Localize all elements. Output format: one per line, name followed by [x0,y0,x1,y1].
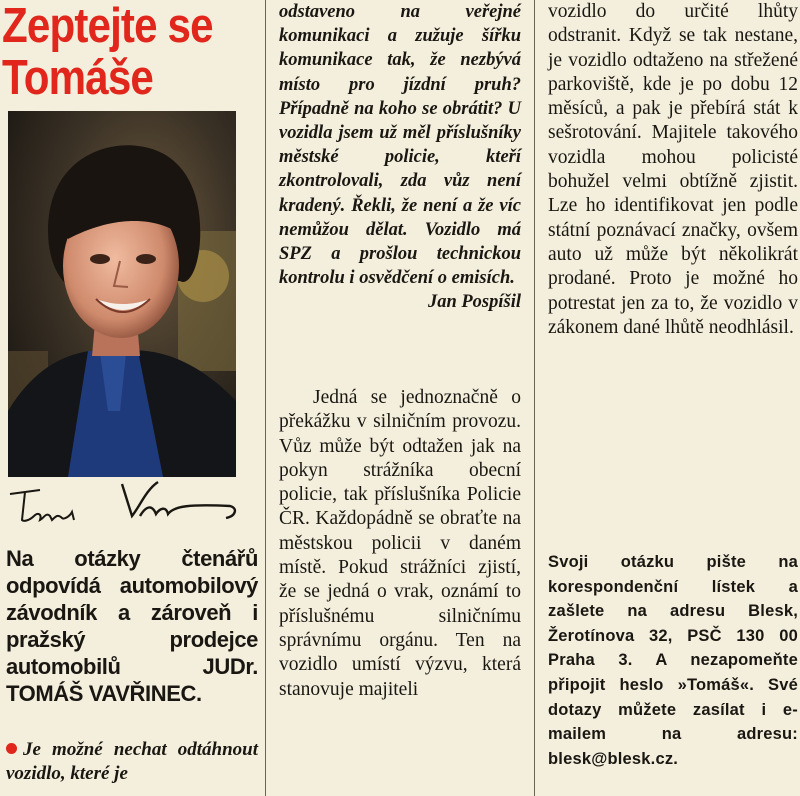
left-column [0,0,262,796]
question-continuation-text: odstaveno na veřejné komunikaci a zužuje šířku komunikace tak, že nezbývá místo pro jízdní pruh? Případně na koho se obrátit? U vozidla jsem už měl příslušníky městské policie, kteří zkontrolovali, zda vůz není kradený. Řekli, že není a že víc nemůžou dělat. Vozidlo má SPZ a prošlou technickou kontrolu i osvědčení o emisích. [279,2,521,289]
headline-line-1: Zeptejte se [2,0,213,53]
question-continuation [279,0,521,315]
submission-instructions: Svoji otázku pište na korespondenční lístek a zašlete na adresu Blesk, Žerotínova 32, PSČ 130 00 Praha 3. A nezapomeňte připojit heslo »Tomáš«. Své dotazy můžete zasílat i e-mailem na adresu: blesk@blesk.cz. [548,553,798,768]
portrait-photo [8,111,236,477]
middle-column [273,0,525,796]
question-author: Jan Pospíšil [427,292,521,313]
right-column [542,0,800,796]
answer-text-part2: vozidlo do určité lhůty odstranit. Když se tak nestane, je vozidlo odtaženo na střežené parkoviště, kde je po dobu 12 měsíců, a pak je přebírá stát k sešrotování. Majitele takového vozidla mohou policisté bohužel velmi obtížně zjistit. Lze ho identifikovat jen podle státní poznávací značky, ovšem auto už může být několikrát prodané. Proto je možné ho potrestat jen za to, že vozidlo v zákonem dané lhůtě neodhlásil. [548,1,798,338]
column-rule-2 [534,0,535,796]
headline [2,0,227,104]
signature [0,476,262,538]
headline-line-2: Tomáše [2,51,153,105]
question-start [6,738,258,786]
handwritten-signature [0,476,262,538]
portrait-illustration [8,111,236,477]
question-start-text: Je možné nechat odtáhnout vozidlo, které je [6,739,258,784]
bullet-icon [6,743,17,754]
lead-paragraph: Na otázky čtenářů odpovídá automobilový závodník a zároveň i pražský prodejce automobilů JUDr. TOMÁŠ VAVŘINEC. [6,546,258,706]
column-rule-1 [265,0,266,796]
answer-column-3 [548,0,798,340]
answer-text-part1: Jedná se jednoznačně o překážku v silničním provozu. Vůz může být odtažen jak na pokyn strážníka obecní policie, tak příslušníka Policie ČR. Každopádně se obraťte na městskou policii v daném místě. Pokud strážníci zjistí, že se jedná o vrak, oznámí to příslušnému silničnímu správnímu orgánu. Ten na vozidlo umístí výzvu, která stanovuje majiteli [279,387,521,700]
answer-column-2 [279,386,521,702]
